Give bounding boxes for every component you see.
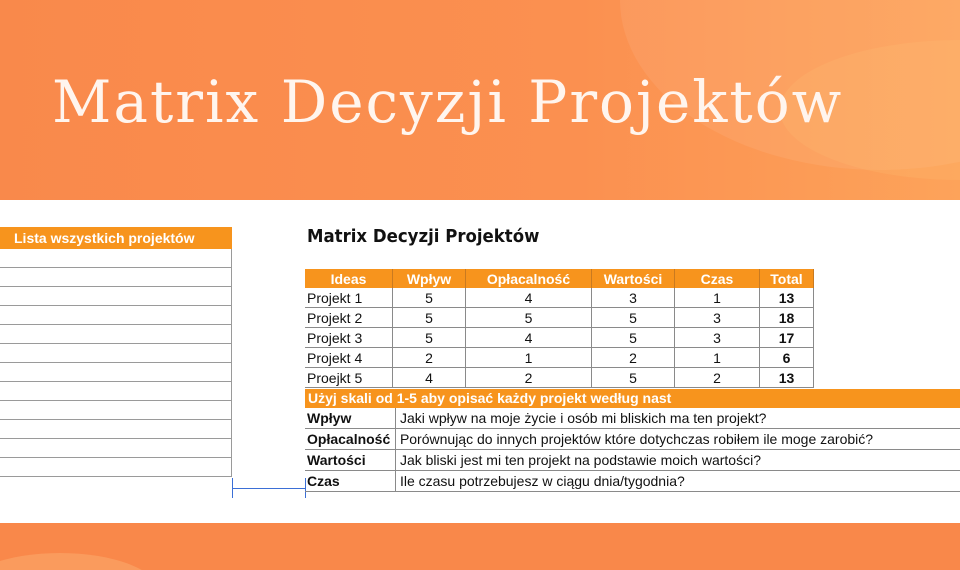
definition-term[interactable]: Czas [305, 471, 395, 492]
cell-oplacalnosc[interactable]: 1 [466, 348, 592, 368]
project-list-row[interactable] [0, 287, 232, 306]
definition-description[interactable]: Porównując do innych projektów które dotychczas robiłem ile moge zarobić? [395, 429, 960, 450]
matrix-row [305, 328, 814, 348]
matrix-row [305, 368, 814, 388]
cell-wplyw[interactable]: 4 [393, 368, 466, 388]
definition-term[interactable]: Wartości [305, 450, 395, 471]
cell-czas[interactable]: 1 [675, 288, 760, 308]
project-list-row[interactable] [0, 325, 232, 344]
matrix-row [305, 308, 814, 328]
matrix-header-row [305, 269, 814, 288]
project-list-row[interactable] [0, 420, 232, 439]
project-list-header[interactable]: Lista wszystkich projektów [0, 227, 232, 249]
cell-total[interactable]: 13 [760, 368, 814, 388]
cell-wplyw[interactable]: 5 [393, 308, 466, 328]
footer-decoration [0, 553, 160, 570]
title-banner [0, 0, 960, 200]
definition-row [305, 408, 960, 429]
criteria-definitions-table [305, 408, 960, 492]
definition-row [305, 429, 960, 450]
matrix-row [305, 348, 814, 368]
cell-czas[interactable]: 3 [675, 308, 760, 328]
project-list-row[interactable] [0, 363, 232, 382]
cell-oplacalnosc[interactable]: 4 [466, 288, 592, 308]
project-list-row[interactable] [0, 249, 232, 268]
definition-row [305, 450, 960, 471]
cell-project-name[interactable]: Projekt 4 [305, 348, 393, 368]
cell-selection-border [232, 478, 233, 498]
cell-czas[interactable]: 2 [675, 368, 760, 388]
cell-project-name[interactable]: Proejkt 5 [305, 368, 393, 388]
project-list [0, 227, 232, 477]
cell-czas[interactable]: 3 [675, 328, 760, 348]
project-list-row[interactable] [0, 382, 232, 401]
project-list-row[interactable] [0, 268, 232, 287]
cell-wplyw[interactable]: 5 [393, 288, 466, 308]
cell-wplyw[interactable]: 2 [393, 348, 466, 368]
cell-total[interactable]: 18 [760, 308, 814, 328]
project-list-row[interactable] [0, 344, 232, 363]
matrix-row [305, 288, 814, 308]
project-list-row[interactable] [0, 306, 232, 325]
cell-project-name[interactable]: Projekt 2 [305, 308, 393, 328]
definition-term[interactable]: Opłacalność [305, 429, 395, 450]
cell-oplacalnosc[interactable]: 4 [466, 328, 592, 348]
cell-selection-border [232, 488, 306, 489]
project-list-row[interactable] [0, 458, 232, 477]
sheet-title: Matrix Decyzji Projektów [307, 226, 540, 247]
cell-wartosci[interactable]: 5 [592, 328, 675, 348]
header-wplyw[interactable]: Wpływ [393, 269, 466, 288]
banner-title: Matrix Decyzji Projektów [52, 68, 844, 136]
cell-wartosci[interactable]: 2 [592, 348, 675, 368]
cell-oplacalnosc[interactable]: 2 [466, 368, 592, 388]
header-oplacalnosc[interactable]: Opłacalność [466, 269, 592, 288]
header-wartosci[interactable]: Wartości [592, 269, 675, 288]
cell-wartosci[interactable]: 3 [592, 288, 675, 308]
cell-total[interactable]: 6 [760, 348, 814, 368]
header-total[interactable]: Total [760, 269, 814, 288]
cell-total[interactable]: 13 [760, 288, 814, 308]
cell-wartosci[interactable]: 5 [592, 368, 675, 388]
cell-wartosci[interactable]: 5 [592, 308, 675, 328]
cell-wplyw[interactable]: 5 [393, 328, 466, 348]
footer-band [0, 523, 960, 570]
definition-term[interactable]: Wpływ [305, 408, 395, 429]
project-list-row[interactable] [0, 439, 232, 458]
header-ideas[interactable]: Ideas [305, 269, 393, 288]
decision-matrix-table [305, 269, 814, 388]
definition-description[interactable]: Jaki wpływ na moje życie i osób mi bliskich ma ten projekt? [395, 408, 960, 429]
header-czas[interactable]: Czas [675, 269, 760, 288]
cell-czas[interactable]: 1 [675, 348, 760, 368]
cell-oplacalnosc[interactable]: 5 [466, 308, 592, 328]
spreadsheet-area [0, 200, 960, 523]
cell-project-name[interactable]: Projekt 3 [305, 328, 393, 348]
scale-instruction[interactable]: Użyj skali od 1-5 aby opisać każdy projekt według nast [305, 389, 960, 408]
cell-total[interactable]: 17 [760, 328, 814, 348]
cell-project-name[interactable]: Projekt 1 [305, 288, 393, 308]
definition-row [305, 471, 960, 492]
project-list-row[interactable] [0, 401, 232, 420]
definition-description[interactable]: Ile czasu potrzebujesz w ciągu dnia/tygodnia? [395, 471, 960, 492]
definition-description[interactable]: Jak bliski jest mi ten projekt na podstawie moich wartości? [395, 450, 960, 471]
